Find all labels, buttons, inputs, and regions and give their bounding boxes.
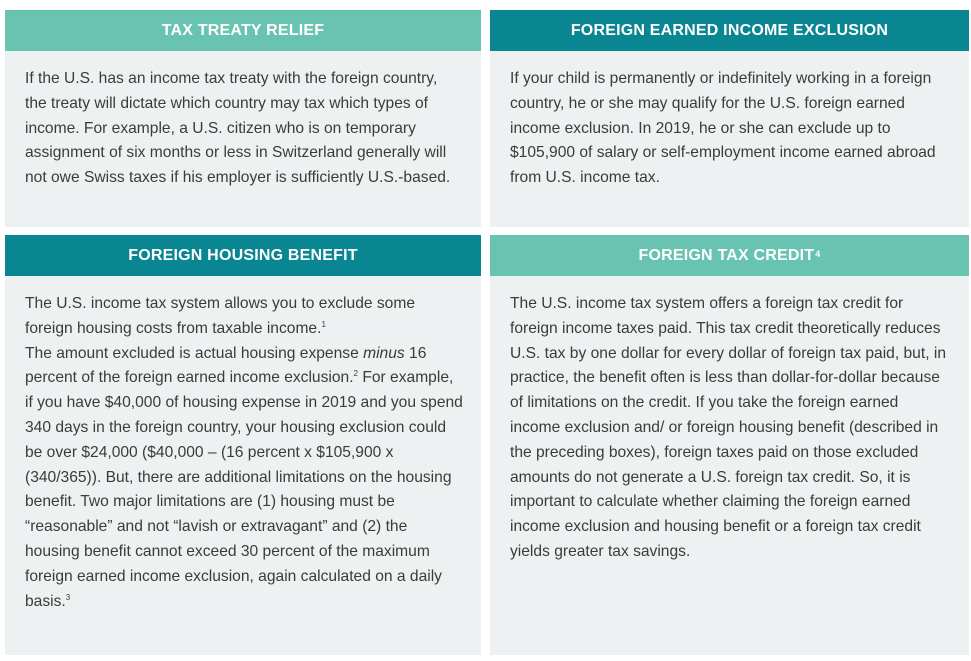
panel-text: The U.S. income tax system offers a foreign tax credit for foreign income taxes paid. This tax credit theoretically reduces U.S. tax by one dollar for every dollar of foreign tax paid, but, in practice, the benefit often is less than dollar-for-dollar because of limitations on the credit. If you take the foreign earned income exclusion and/ or foreign housing benefit (described in the preceding boxes), foreign taxes paid on those excluded amounts do not generate a U.S. foreign tax credit. So, it is important to calculate whether claiming the foreign earned income exclusion and housing benefit or a foreign tax credit yields greater tax savings. (510, 295, 946, 560)
panel-foreign-earned-income-exclusion (490, 10, 969, 227)
panel-text: If the U.S. has an income tax treaty with the foreign country, the treaty will dictate which country may tax which types of income. For example, a U.S. citizen who is on temporary assignment of six months or less in Switzerland generally will not owe Swiss taxes if his employer is sufficiently U.S.-based. (25, 70, 451, 187)
panel-header (5, 10, 481, 51)
panel-header (490, 10, 969, 51)
panel-foreign-tax-credit (490, 235, 969, 655)
panel-title: TAX TREATY RELIEF (161, 21, 325, 39)
emphasis-text: minus (363, 344, 405, 362)
panel-body (490, 51, 969, 191)
panel-header (5, 235, 481, 276)
footnote-ref: 4 (815, 248, 821, 259)
panel-foreign-housing-benefit (5, 235, 481, 655)
panel-header (490, 235, 969, 276)
text-segment: For example, if you have $40,000 of housing expense in 2019 and you spend 340 days in the foreign country, your housing exclusion could be over $24,000 ($40,000 – (16 percent x $105,900 x (340/365)). But, there are additional limitations on the housing benefit. Two major limitations are (1) housing must be “reasonable” and not “lavish or extravagant” and (2) the housing benefit cannot exceed 30 percent of the maximum foreign earned income exclusion, again calculated on a daily basis. (25, 369, 463, 610)
footnote-ref: 1 (321, 319, 326, 329)
panel-body (490, 276, 969, 565)
text-segment: The U.S. income tax system allows you to exclude some foreign housing costs from taxable income. (25, 295, 416, 337)
panel-title: FOREIGN HOUSING BENEFIT (128, 246, 358, 264)
text-segment: The amount excluded is actual housing expense (25, 344, 364, 362)
panel-title: FOREIGN TAX CREDIT (638, 246, 815, 264)
panel-body (5, 51, 481, 191)
panel-text (25, 292, 463, 614)
text-segment: 16 percent of the foreign earned income exclusion. (25, 344, 427, 387)
panel-text: If your child is permanently or indefinitely working in a foreign country, he or she may qualify for the U.S. foreign earned income exclusion. In 2019, he or she can exclude up to $105,900 of salary or self-employment income earned abroad from U.S. income tax. (510, 70, 936, 187)
footnote-ref: 2 (353, 369, 358, 379)
panel-body (5, 276, 481, 614)
footnote-ref: 3 (65, 592, 71, 602)
panel-title: FOREIGN EARNED INCOME EXCLUSION (570, 21, 889, 39)
panel-tax-treaty-relief (5, 10, 481, 227)
